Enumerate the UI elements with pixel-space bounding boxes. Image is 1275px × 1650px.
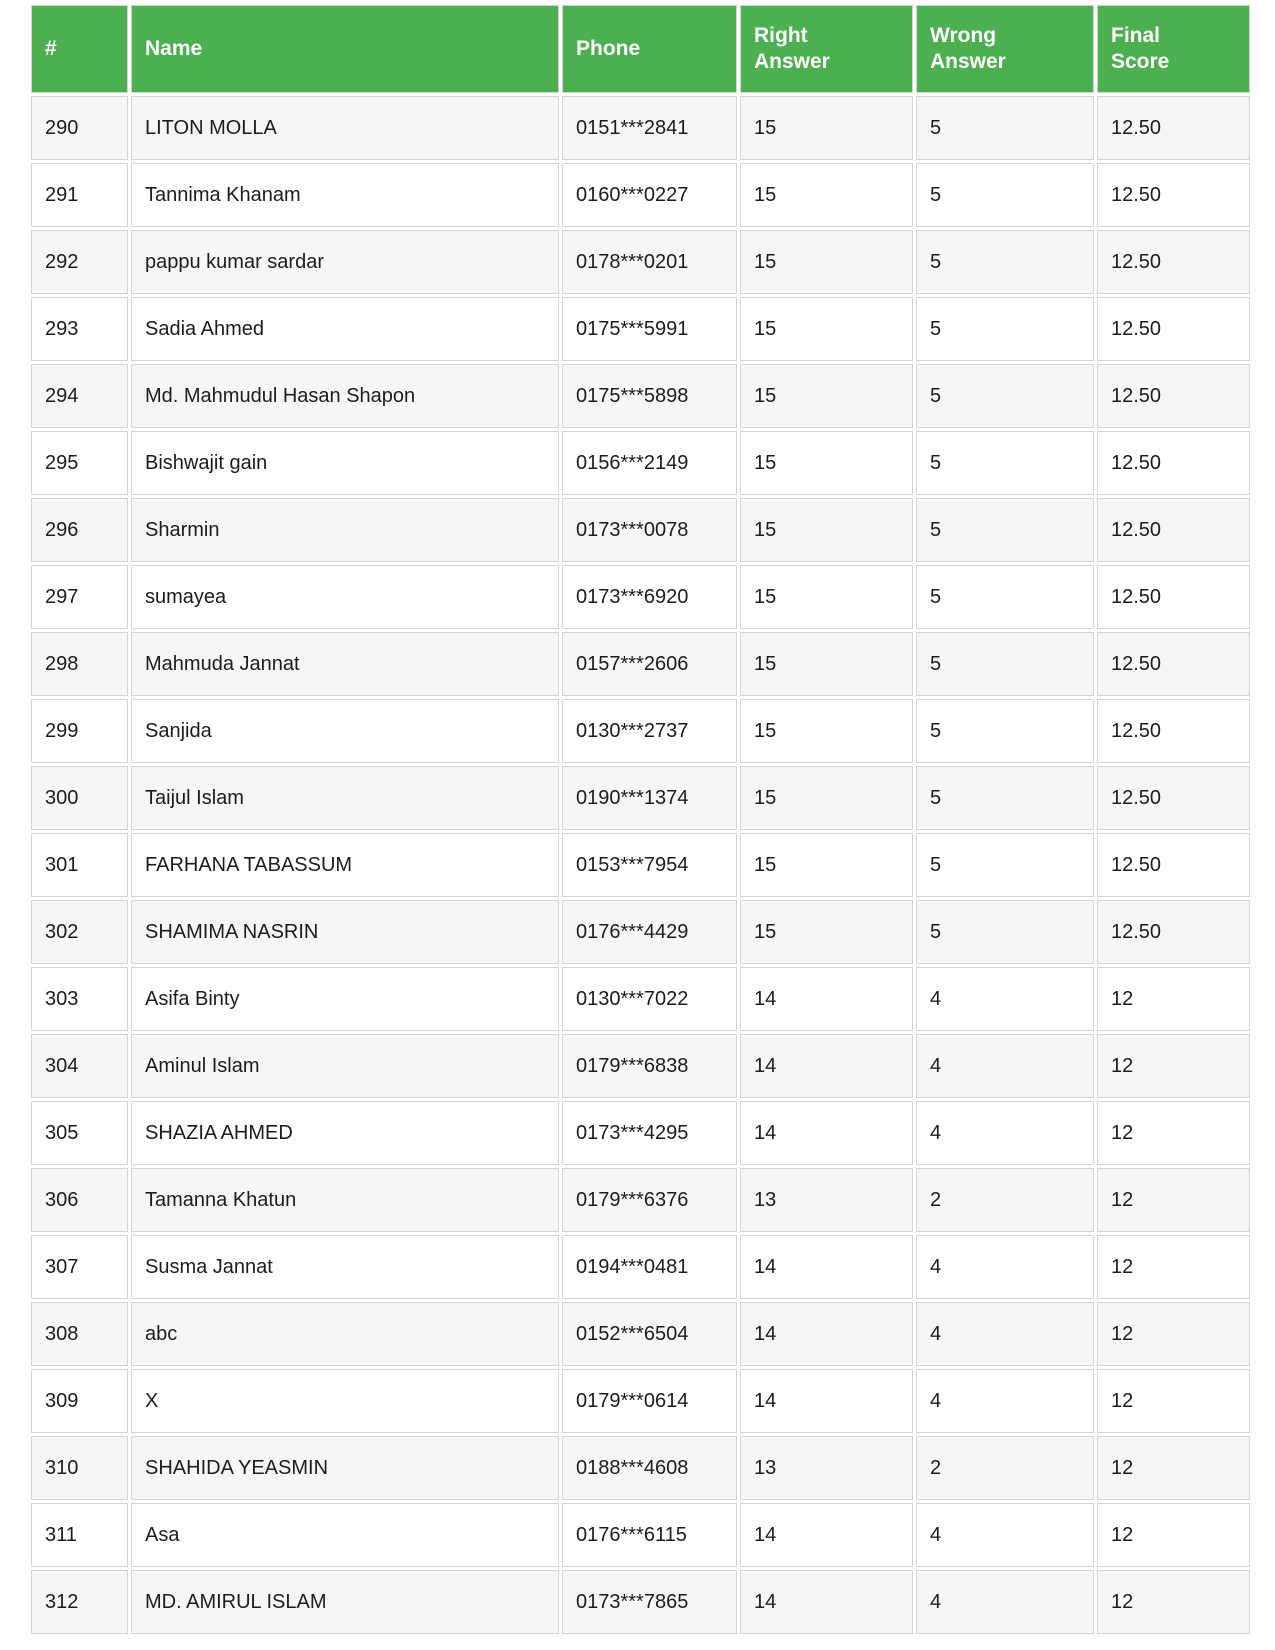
col-header-right-answer <box>740 5 913 93</box>
cell-final-score: 12 <box>1097 1503 1250 1567</box>
cell-final-score: 12.50 <box>1097 900 1250 964</box>
cell-phone: 0175***5898 <box>562 364 737 428</box>
table-header <box>31 5 1250 93</box>
cell-right-answer: 14 <box>740 1302 913 1366</box>
cell-name: abc <box>131 1302 559 1366</box>
cell-number: 312 <box>31 1570 128 1634</box>
cell-phone: 0179***6376 <box>562 1168 737 1232</box>
table-row <box>31 699 1250 763</box>
col-header-phone <box>562 5 737 93</box>
cell-phone: 0153***7954 <box>562 833 737 897</box>
cell-wrong-answer: 4 <box>916 1101 1094 1165</box>
cell-name: SHAHIDA YEASMIN <box>131 1436 559 1500</box>
cell-name: Sharmin <box>131 498 559 562</box>
cell-name: Tannima Khanam <box>131 163 559 227</box>
cell-number: 297 <box>31 565 128 629</box>
cell-number: 308 <box>31 1302 128 1366</box>
cell-number: 290 <box>31 96 128 160</box>
cell-right-answer: 15 <box>740 163 913 227</box>
col-header-name <box>131 5 559 93</box>
cell-right-answer: 14 <box>740 1034 913 1098</box>
col-header-wrong-answer <box>916 5 1094 93</box>
cell-right-answer: 15 <box>740 431 913 495</box>
table-row <box>31 766 1250 830</box>
cell-final-score: 12.50 <box>1097 699 1250 763</box>
col-header-wrong-answer-label: Wrong Answer <box>930 24 1006 73</box>
cell-right-answer: 14 <box>740 1570 913 1634</box>
cell-number: 306 <box>31 1168 128 1232</box>
cell-final-score: 12 <box>1097 1570 1250 1634</box>
cell-number: 300 <box>31 766 128 830</box>
cell-number: 301 <box>31 833 128 897</box>
cell-final-score: 12.50 <box>1097 163 1250 227</box>
cell-wrong-answer: 5 <box>916 565 1094 629</box>
col-header-phone-label: Phone <box>576 37 641 60</box>
cell-number: 309 <box>31 1369 128 1433</box>
cell-final-score: 12 <box>1097 1168 1250 1232</box>
cell-phone: 0190***1374 <box>562 766 737 830</box>
cell-final-score: 12 <box>1097 1034 1250 1098</box>
cell-name: Asifa Binty <box>131 967 559 1031</box>
cell-right-answer: 13 <box>740 1168 913 1232</box>
table-row <box>31 565 1250 629</box>
table-row <box>31 900 1250 964</box>
cell-final-score: 12.50 <box>1097 96 1250 160</box>
cell-name: Susma Jannat <box>131 1235 559 1299</box>
cell-final-score: 12.50 <box>1097 364 1250 428</box>
cell-final-score: 12.50 <box>1097 230 1250 294</box>
cell-number: 303 <box>31 967 128 1031</box>
table-row <box>31 230 1250 294</box>
cell-name: Asa <box>131 1503 559 1567</box>
cell-wrong-answer: 5 <box>916 699 1094 763</box>
cell-phone: 0151***2841 <box>562 96 737 160</box>
cell-right-answer: 14 <box>740 967 913 1031</box>
col-header-name-label: Name <box>145 37 203 60</box>
cell-wrong-answer: 5 <box>916 900 1094 964</box>
cell-phone: 0194***0481 <box>562 1235 737 1299</box>
cell-final-score: 12 <box>1097 1369 1250 1433</box>
cell-phone: 0130***2737 <box>562 699 737 763</box>
cell-right-answer: 15 <box>740 96 913 160</box>
cell-right-answer: 14 <box>740 1235 913 1299</box>
cell-right-answer: 13 <box>740 1436 913 1500</box>
cell-name: Tamanna Khatun <box>131 1168 559 1232</box>
cell-wrong-answer: 5 <box>916 230 1094 294</box>
table-row <box>31 1235 1250 1299</box>
cell-number: 298 <box>31 632 128 696</box>
cell-phone: 0156***2149 <box>562 431 737 495</box>
cell-final-score: 12.50 <box>1097 632 1250 696</box>
table-row <box>31 297 1250 361</box>
cell-name: Bishwajit gain <box>131 431 559 495</box>
cell-right-answer: 15 <box>740 699 913 763</box>
table-row <box>31 498 1250 562</box>
cell-final-score: 12.50 <box>1097 833 1250 897</box>
cell-wrong-answer: 4 <box>916 1302 1094 1366</box>
cell-wrong-answer: 4 <box>916 1369 1094 1433</box>
cell-name: SHAMIMA NASRIN <box>131 900 559 964</box>
cell-right-answer: 14 <box>740 1101 913 1165</box>
cell-number: 294 <box>31 364 128 428</box>
cell-wrong-answer: 2 <box>916 1168 1094 1232</box>
cell-wrong-answer: 5 <box>916 632 1094 696</box>
cell-name: sumayea <box>131 565 559 629</box>
cell-number: 307 <box>31 1235 128 1299</box>
cell-name: Mahmuda Jannat <box>131 632 559 696</box>
cell-number: 302 <box>31 900 128 964</box>
col-header-right-answer-label: Right Answer <box>754 24 830 73</box>
col-header-number-label: # <box>45 37 57 60</box>
cell-name: SHAZIA AHMED <box>131 1101 559 1165</box>
cell-phone: 0175***5991 <box>562 297 737 361</box>
table-row <box>31 1570 1250 1634</box>
cell-wrong-answer: 5 <box>916 297 1094 361</box>
cell-phone: 0160***0227 <box>562 163 737 227</box>
cell-phone: 0157***2606 <box>562 632 737 696</box>
cell-wrong-answer: 5 <box>916 766 1094 830</box>
cell-wrong-answer: 5 <box>916 163 1094 227</box>
cell-wrong-answer: 5 <box>916 431 1094 495</box>
cell-name: LITON MOLLA <box>131 96 559 160</box>
cell-wrong-answer: 4 <box>916 1034 1094 1098</box>
cell-name: pappu kumar sardar <box>131 230 559 294</box>
cell-number: 291 <box>31 163 128 227</box>
col-header-final-score <box>1097 5 1250 93</box>
cell-wrong-answer: 4 <box>916 1570 1094 1634</box>
cell-number: 305 <box>31 1101 128 1165</box>
cell-name: FARHANA TABASSUM <box>131 833 559 897</box>
table-row <box>31 967 1250 1031</box>
cell-final-score: 12 <box>1097 1436 1250 1500</box>
results-table <box>28 2 1253 1637</box>
cell-number: 311 <box>31 1503 128 1567</box>
cell-name: X <box>131 1369 559 1433</box>
table-row <box>31 1436 1250 1500</box>
cell-phone: 0173***6920 <box>562 565 737 629</box>
cell-final-score: 12.50 <box>1097 766 1250 830</box>
table-row <box>31 1101 1250 1165</box>
cell-phone: 0178***0201 <box>562 230 737 294</box>
table-row <box>31 833 1250 897</box>
cell-number: 310 <box>31 1436 128 1500</box>
cell-name: Md. Mahmudul Hasan Shapon <box>131 364 559 428</box>
col-header-final-score-label: Final Score <box>1111 24 1170 73</box>
table-row <box>31 1302 1250 1366</box>
cell-number: 293 <box>31 297 128 361</box>
cell-wrong-answer: 2 <box>916 1436 1094 1500</box>
cell-phone: 0179***6838 <box>562 1034 737 1098</box>
cell-wrong-answer: 5 <box>916 364 1094 428</box>
cell-wrong-answer: 4 <box>916 1235 1094 1299</box>
cell-final-score: 12.50 <box>1097 431 1250 495</box>
cell-phone: 0130***7022 <box>562 967 737 1031</box>
table-header-row <box>31 5 1250 93</box>
cell-final-score: 12.50 <box>1097 565 1250 629</box>
cell-name: MD. AMIRUL ISLAM <box>131 1570 559 1634</box>
cell-number: 295 <box>31 431 128 495</box>
cell-name: Sanjida <box>131 699 559 763</box>
cell-final-score: 12 <box>1097 967 1250 1031</box>
table-row <box>31 1168 1250 1232</box>
cell-phone: 0176***6115 <box>562 1503 737 1567</box>
cell-right-answer: 15 <box>740 565 913 629</box>
cell-right-answer: 14 <box>740 1503 913 1567</box>
table-row <box>31 1034 1250 1098</box>
cell-phone: 0152***6504 <box>562 1302 737 1366</box>
cell-final-score: 12 <box>1097 1302 1250 1366</box>
cell-number: 292 <box>31 230 128 294</box>
col-header-number <box>31 5 128 93</box>
cell-right-answer: 15 <box>740 632 913 696</box>
cell-wrong-answer: 5 <box>916 498 1094 562</box>
cell-final-score: 12 <box>1097 1101 1250 1165</box>
cell-name: Aminul Islam <box>131 1034 559 1098</box>
cell-name: Taijul Islam <box>131 766 559 830</box>
cell-right-answer: 15 <box>740 364 913 428</box>
cell-phone: 0179***0614 <box>562 1369 737 1433</box>
table-row <box>31 96 1250 160</box>
cell-number: 299 <box>31 699 128 763</box>
cell-phone: 0188***4608 <box>562 1436 737 1500</box>
cell-right-answer: 14 <box>740 1369 913 1433</box>
cell-final-score: 12.50 <box>1097 498 1250 562</box>
table-body <box>31 96 1250 1634</box>
cell-right-answer: 15 <box>740 766 913 830</box>
cell-number: 304 <box>31 1034 128 1098</box>
table-row <box>31 431 1250 495</box>
cell-wrong-answer: 5 <box>916 833 1094 897</box>
cell-wrong-answer: 5 <box>916 96 1094 160</box>
cell-final-score: 12.50 <box>1097 297 1250 361</box>
cell-number: 296 <box>31 498 128 562</box>
cell-phone: 0173***0078 <box>562 498 737 562</box>
cell-name: Sadia Ahmed <box>131 297 559 361</box>
table-row <box>31 632 1250 696</box>
cell-right-answer: 15 <box>740 833 913 897</box>
cell-final-score: 12 <box>1097 1235 1250 1299</box>
cell-right-answer: 15 <box>740 297 913 361</box>
table-row <box>31 1369 1250 1433</box>
table-row <box>31 1503 1250 1567</box>
cell-phone: 0176***4429 <box>562 900 737 964</box>
cell-phone: 0173***4295 <box>562 1101 737 1165</box>
cell-wrong-answer: 4 <box>916 967 1094 1031</box>
cell-right-answer: 15 <box>740 498 913 562</box>
cell-phone: 0173***7865 <box>562 1570 737 1634</box>
table-row <box>31 163 1250 227</box>
cell-right-answer: 15 <box>740 230 913 294</box>
table-row <box>31 364 1250 428</box>
cell-right-answer: 15 <box>740 900 913 964</box>
cell-wrong-answer: 4 <box>916 1503 1094 1567</box>
